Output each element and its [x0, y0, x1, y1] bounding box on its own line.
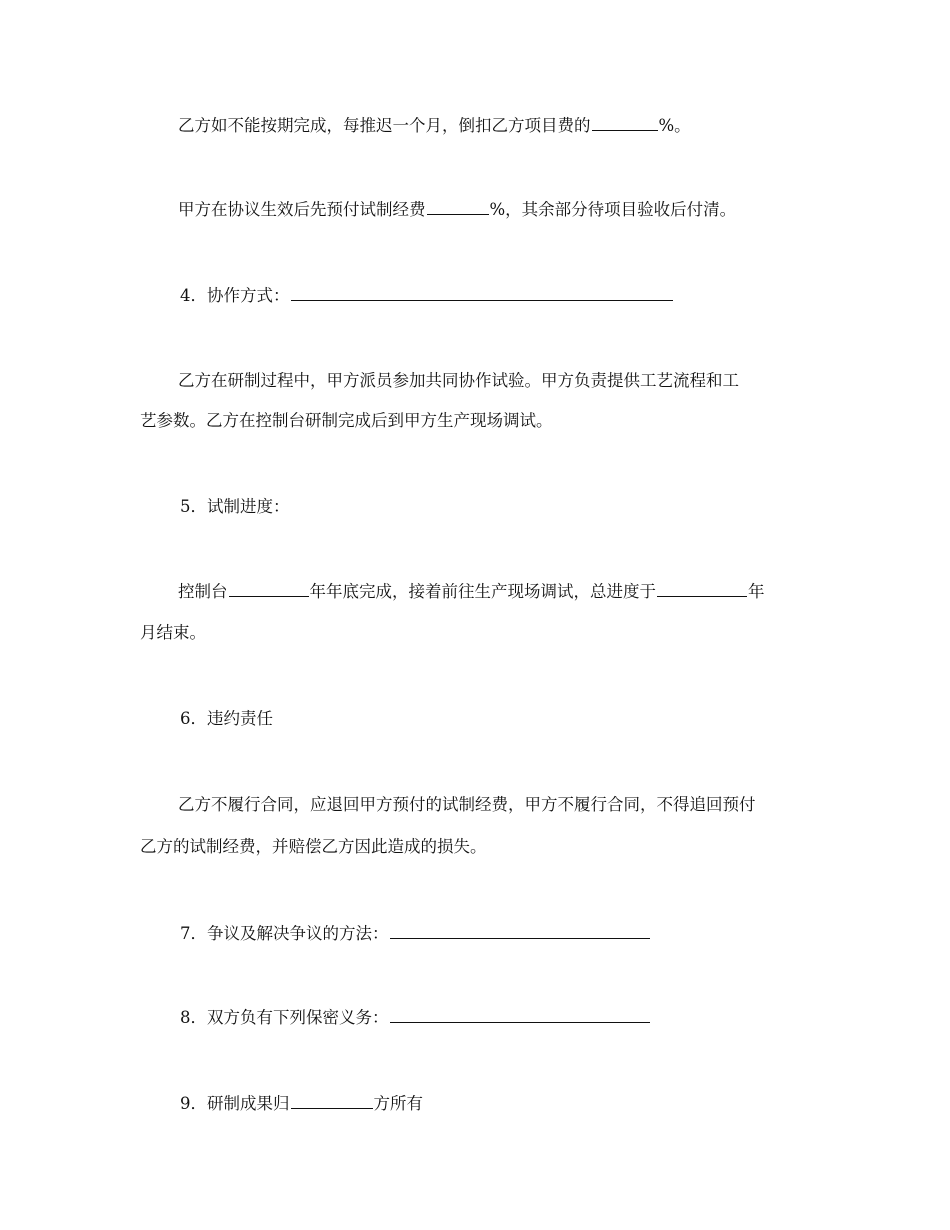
penalty-clause: [178, 114, 691, 137]
schedule-detail-line-2: 月结束。: [140, 623, 206, 642]
item-9-label: 9．研制成果归: [180, 1094, 290, 1113]
prepayment-clause: [178, 198, 736, 221]
prepayment-percent-blank[interactable]: [427, 198, 489, 215]
confidentiality-blank[interactable]: [390, 1006, 650, 1023]
console-year-blank[interactable]: [229, 580, 309, 597]
cooperation-detail-line-2: 艺参数。乙方在控制台研制完成后到甲方生产现场调试。: [140, 411, 553, 430]
item-8-label: 8．双方负有下列保密义务：: [180, 1008, 389, 1027]
liability-detail-line-1: 乙方不履行合同，应退回甲方预付的试制经费，甲方不履行合同，不得追回预付: [178, 795, 756, 814]
dispute-method-blank[interactable]: [390, 922, 650, 939]
penalty-clause-suffix: %。: [658, 116, 691, 135]
cooperation-detail-line-1: 乙方在研制过程中，甲方派员参加共同协作试验。甲方负责提供工艺流程和工: [178, 371, 739, 390]
liability-detail-line-2: 乙方的试制经费，并赔偿乙方因此造成的损失。: [140, 837, 487, 856]
item-9-ownership: [180, 1092, 423, 1115]
item-7-dispute: [180, 922, 651, 945]
ownership-party-blank[interactable]: [291, 1092, 373, 1109]
item-4-cooperation: [180, 284, 674, 307]
penalty-percent-blank[interactable]: [592, 114, 658, 131]
item-6-liability: 6．违约责任: [180, 709, 273, 728]
schedule-text-3: 年: [748, 582, 765, 601]
schedule-detail-line-1: [178, 580, 765, 603]
prepayment-clause-suffix: %，其余部分待项目验收后付清。: [489, 200, 737, 219]
schedule-text-1: 控制台: [178, 582, 228, 601]
item-4-label: 4．协作方式：: [180, 286, 290, 305]
cooperation-method-blank[interactable]: [291, 284, 673, 301]
item-7-label: 7．争议及解决争议的方法：: [180, 924, 389, 943]
prepayment-clause-text: 甲方在协议生效后先预付试制经费: [178, 200, 426, 219]
overall-year-blank[interactable]: [657, 580, 747, 597]
item-5-schedule: 5．试制进度：: [180, 497, 290, 516]
item-8-confidentiality: [180, 1006, 651, 1029]
schedule-text-2: 年年底完成，接着前往生产现场调试，总进度于: [309, 582, 656, 601]
item-9-suffix: 方所有: [373, 1094, 423, 1113]
penalty-clause-text: 乙方如不能按期完成，每推迟一个月，倒扣乙方项目费的: [178, 116, 591, 135]
